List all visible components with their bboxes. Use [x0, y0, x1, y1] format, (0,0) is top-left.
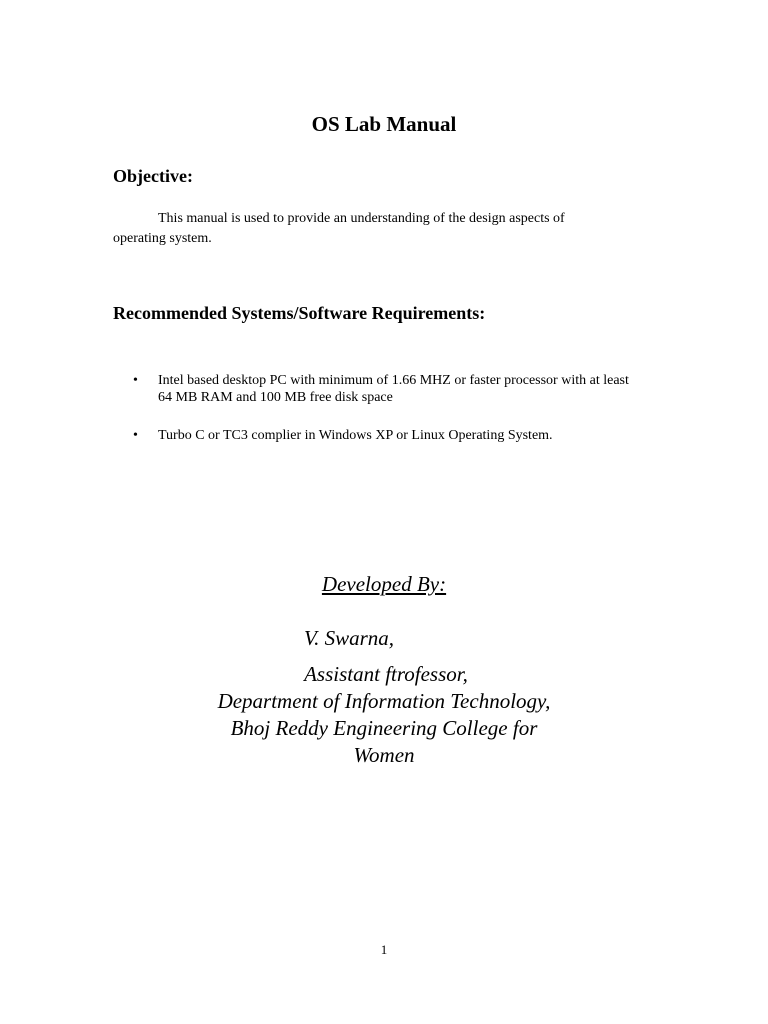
requirement-text: Intel based desktop PC with minimum of 1.66 MHZ or faster processor with at least 64 MB RAM and 100 MB free disk space: [158, 373, 629, 405]
requirement-text: Turbo C or TC3 complier in Windows XP or Linux Operating System.: [158, 428, 553, 443]
requirements-list: [113, 372, 643, 465]
objective-text: This manual is used to provide an understanding of the design aspects of operating system.: [113, 211, 565, 246]
page-number: 1: [380, 942, 388, 957]
developed-by-heading: Developed By:: [321, 572, 447, 596]
bullet-icon: •: [133, 373, 138, 388]
objective-heading: Objective:: [113, 166, 193, 186]
affiliation-line: Department of Information Technology,: [217, 689, 551, 713]
bullet-icon: •: [133, 428, 138, 443]
author-name: V. Swarna,: [304, 626, 395, 650]
affiliation-line: Women: [353, 743, 415, 767]
affiliation-line: Bhoj Reddy Engineering College for: [230, 716, 538, 740]
author-affiliation: [0, 661, 768, 769]
affiliation-line: Assistant ftrofessor,: [304, 662, 468, 686]
requirements-heading: Recommended Systems/Software Requirements:: [113, 303, 486, 323]
list-item: [113, 427, 643, 444]
page-title: OS Lab Manual: [311, 112, 457, 136]
list-item: [113, 372, 643, 406]
